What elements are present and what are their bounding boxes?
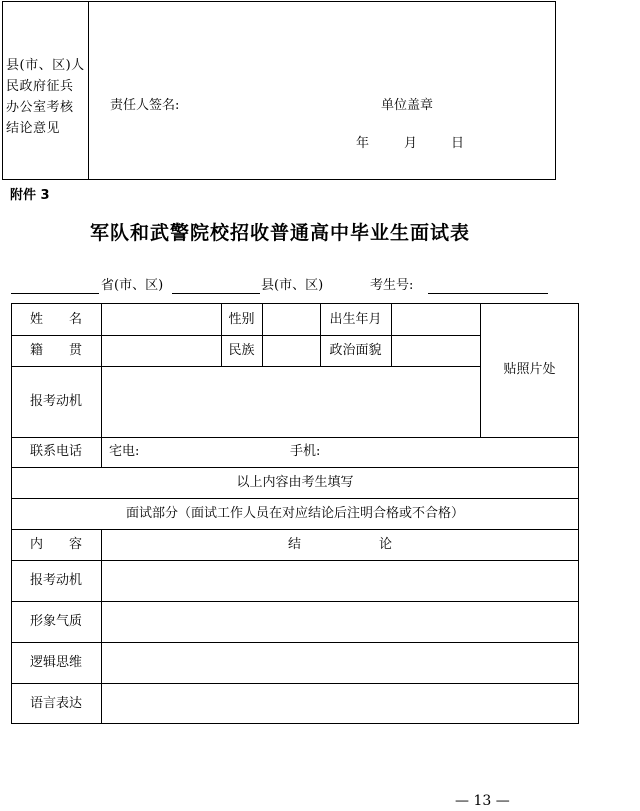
gender-label: 性别	[228, 312, 255, 327]
row-line	[11, 560, 579, 561]
birth-label: 出生年月	[329, 312, 382, 327]
col-line	[101, 303, 102, 437]
date-month: 月	[404, 136, 418, 151]
province-label: 省(市、区)	[101, 278, 164, 293]
page-number: — 13 —	[455, 793, 510, 809]
signature-label: 责任人签名:	[110, 98, 180, 113]
row-line	[11, 467, 579, 468]
item-logic: 逻辑思维	[29, 655, 82, 670]
name-label: 姓 名	[29, 312, 82, 327]
item-expression: 语言表达	[29, 696, 82, 711]
col-line	[101, 529, 102, 724]
candidate-note: 以上内容由考生填写	[236, 475, 354, 490]
motive-label: 报考动机	[29, 394, 82, 409]
row-line	[11, 529, 579, 530]
col-line	[262, 303, 263, 366]
province-blank	[11, 293, 99, 294]
row-line	[11, 437, 579, 438]
exam-no-blank	[428, 293, 548, 294]
row-line	[11, 366, 481, 367]
approval-box-divider	[88, 1, 89, 180]
political-status-label: 政治面貌	[329, 343, 382, 358]
col-line	[391, 303, 392, 366]
item-motive: 报考动机	[29, 573, 82, 588]
native-place-label: 籍 贯	[29, 343, 82, 358]
county-label: 县(市、区)	[261, 278, 324, 293]
row-line	[11, 601, 579, 602]
home-phone-label: 宅电:	[109, 444, 140, 459]
seal-label: 单位盖章	[381, 98, 434, 113]
interview-section-label: 面试部分（面试工作人员在对应结论后注明合格或不合格）	[125, 506, 464, 521]
content-header: 内 容	[29, 537, 82, 552]
item-appearance: 形象气质	[29, 614, 82, 629]
mobile-label: 手机:	[290, 444, 321, 459]
page-title: 军队和武警院校招收普通高中毕业生面试表	[89, 222, 470, 244]
row-line	[11, 642, 579, 643]
row-line	[11, 498, 579, 499]
phone-label: 联系电话	[29, 444, 82, 459]
photo-placeholder: 贴照片处	[503, 362, 556, 377]
exam-no-label: 考生号:	[370, 278, 414, 293]
col-line	[101, 437, 102, 467]
row-line	[11, 683, 579, 684]
row-line	[11, 335, 481, 336]
ethnicity-label: 民族	[228, 343, 255, 358]
date-day: 日	[451, 136, 465, 151]
approval-label: 县(市、区)人民政府征兵办公室考核结论意见	[6, 58, 85, 136]
conclusion-header: 结 论	[287, 537, 392, 552]
county-blank	[172, 293, 260, 294]
date-year: 年	[356, 136, 370, 151]
attachment-label: 附件 3	[10, 188, 50, 203]
